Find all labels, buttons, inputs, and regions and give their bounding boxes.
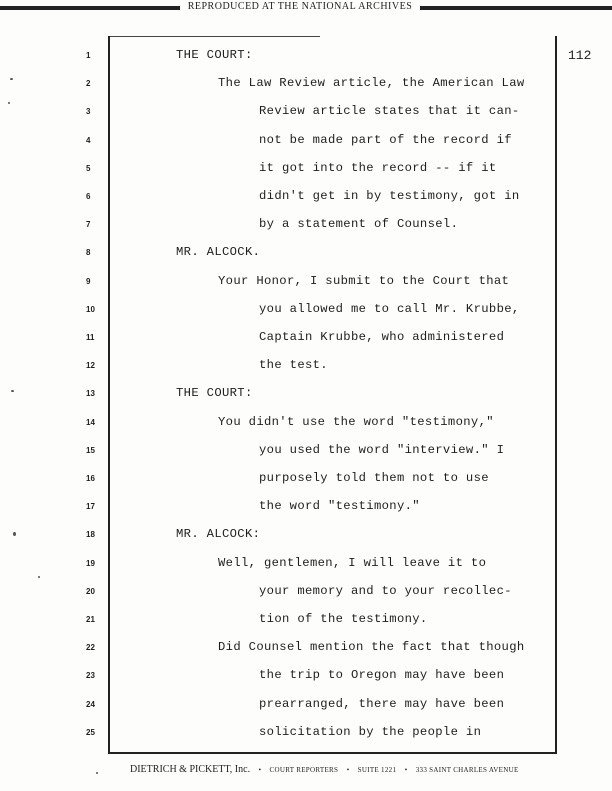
transcript-line: The Law Review article, the American Law xyxy=(218,76,525,91)
scan-speck xyxy=(13,532,16,536)
transcript-line: your memory and to your recollec- xyxy=(259,583,512,598)
scan-speck xyxy=(11,390,14,392)
transcript-line: purposely told them not to use xyxy=(259,471,489,485)
line-number: 19 xyxy=(86,558,95,568)
footer-separator: • xyxy=(404,766,408,774)
footer-suite: SUITE 1221 xyxy=(357,766,397,774)
scan-speck xyxy=(8,102,10,104)
transcript-line: it got into the record -- if it xyxy=(259,160,497,175)
transcript-line: prearranged, there may have been xyxy=(259,696,505,711)
transcript-line: Well, gentlemen, I will leave it to xyxy=(218,555,487,570)
archive-stamp: REPRODUCED AT THE NATIONAL ARCHIVES xyxy=(180,0,420,14)
footer-role: COURT REPORTERS xyxy=(269,766,339,774)
transcript-line: THE COURT: xyxy=(176,48,253,62)
transcript-line: the trip to Oregon may have been xyxy=(259,668,505,683)
line-number: 4 xyxy=(86,135,91,145)
transcript-line: not be made part of the record if xyxy=(259,132,512,147)
line-number: 3 xyxy=(86,107,91,117)
transcript-line: didn't get in by testimony, got in xyxy=(259,189,520,203)
line-number: 22 xyxy=(86,643,95,653)
line-number: 10 xyxy=(86,304,95,314)
line-number: 24 xyxy=(86,699,95,709)
line-number: 15 xyxy=(86,445,95,455)
line-number: 9 xyxy=(86,276,91,286)
scan-speck xyxy=(96,772,98,774)
line-number: 12 xyxy=(86,361,95,371)
transcript-line: Did Counsel mention the fact that though xyxy=(218,640,525,655)
transcript-line: THE COURT: xyxy=(176,386,253,401)
line-number: 18 xyxy=(86,530,95,540)
line-number: 2 xyxy=(86,79,91,89)
transcript-line: you allowed me to call Mr. Krubbe, xyxy=(259,301,520,316)
line-number: 8 xyxy=(86,248,91,258)
transcript-line: the test. xyxy=(259,358,328,373)
footer-separator: • xyxy=(346,766,350,774)
line-number: 23 xyxy=(86,671,95,681)
line-number: 16 xyxy=(86,474,95,483)
line-number: 11 xyxy=(86,333,95,342)
line-number: 20 xyxy=(86,586,95,596)
page-number: 112 xyxy=(568,48,592,63)
transcript-line: Captain Krubbe, who administered xyxy=(259,330,505,344)
footer-separator: • xyxy=(258,766,262,774)
footer xyxy=(130,764,550,775)
transcript-line: tion of the testimony. xyxy=(259,612,428,626)
line-number: 25 xyxy=(86,727,95,737)
footer-address: 333 SAINT CHARLES AVENUE xyxy=(415,766,519,774)
line-number: 1 xyxy=(86,51,91,60)
line-number: 21 xyxy=(86,615,95,624)
transcript-line: MR. ALCOCK: xyxy=(176,527,261,542)
line-number: 13 xyxy=(86,389,95,399)
transcript-line: you used the word "interview." I xyxy=(259,442,505,457)
transcript-line: MR. ALCOCK. xyxy=(176,245,261,260)
line-number: 14 xyxy=(86,417,95,427)
transcript-line: solicitation by the people in xyxy=(259,724,482,739)
line-number: 7 xyxy=(86,220,91,230)
scan-speck xyxy=(10,78,13,80)
scan-speck xyxy=(38,576,40,578)
transcript-line: You didn't use the word "testimony," xyxy=(218,414,494,429)
line-number: 6 xyxy=(86,192,91,201)
line-number: 17 xyxy=(86,502,95,512)
transcript-line: the word "testimony." xyxy=(259,499,420,514)
footer-company: DIETRICH & PICKETT, Inc. xyxy=(130,764,251,775)
line-number: 5 xyxy=(86,163,91,173)
transcript-line: Your Honor, I submit to the Court that xyxy=(218,273,510,288)
transcript-line: Review article states that it can- xyxy=(259,104,520,119)
transcript-line: by a statement of Counsel. xyxy=(259,217,459,232)
